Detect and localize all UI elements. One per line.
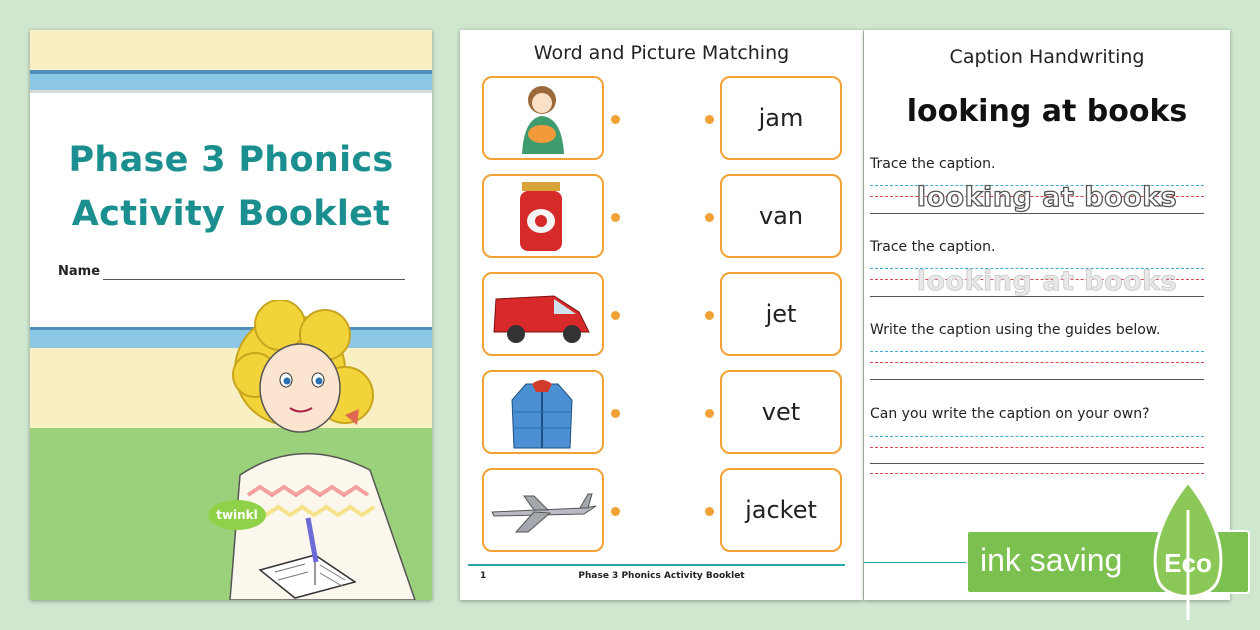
jacket-icon	[484, 372, 602, 452]
guide-line-red	[870, 447, 1204, 448]
footer-line	[864, 562, 974, 563]
match-dot-right-4[interactable]	[705, 409, 714, 418]
instruction-trace-2: Trace the caption.	[870, 239, 996, 255]
picture-box-van[interactable]	[482, 272, 604, 356]
vet-picture-icon	[484, 78, 602, 158]
caption-text: looking at books	[906, 94, 1188, 129]
girl-face-icon	[260, 344, 340, 432]
match-dot-right-1[interactable]	[705, 115, 714, 124]
picture-box-vet[interactable]	[482, 76, 604, 160]
word-box-vet[interactable]: vet	[720, 370, 842, 454]
eco-label: Eco	[1164, 548, 1212, 578]
word-box-jet[interactable]: jet	[720, 272, 842, 356]
cover-top-stripe	[30, 70, 432, 90]
picture-box-jam[interactable]	[482, 174, 604, 258]
trace-caption-2[interactable]: looking at books	[916, 266, 1178, 297]
cover-top-wall	[30, 30, 432, 70]
baseline	[870, 463, 1204, 464]
guide-line-red	[870, 473, 1204, 474]
matching-heading: Word and Picture Matching	[533, 42, 790, 64]
instruction-guided: Write the caption using the guides below.	[870, 322, 1161, 338]
footer-title: Phase 3 Phonics Activity Booklet	[578, 571, 745, 581]
word-box-van[interactable]: van	[720, 174, 842, 258]
match-dot-left-3[interactable]	[611, 311, 620, 320]
red-van-icon	[484, 274, 602, 354]
match-dot-right-5[interactable]	[705, 507, 714, 516]
picture-box-jet[interactable]	[482, 468, 604, 552]
eco-leaf-icon	[1148, 480, 1228, 620]
name-line	[103, 279, 405, 280]
page-number: 1	[480, 571, 487, 581]
match-dot-left-4[interactable]	[611, 409, 620, 418]
trace-caption-1[interactable]: looking at books	[916, 182, 1178, 213]
match-dot-right-3[interactable]	[705, 311, 714, 320]
word-box-jam[interactable]: jam	[720, 76, 842, 160]
word-box-jacket[interactable]: jacket	[720, 468, 842, 552]
guide-line-red	[870, 362, 1204, 363]
guide-line-blue	[870, 351, 1204, 352]
instruction-trace-1: Trace the caption.	[870, 156, 996, 172]
match-dot-left-1[interactable]	[611, 115, 620, 124]
cover-title	[30, 133, 432, 241]
name-label: Name	[58, 264, 101, 279]
twinkl-logo: twinkl	[208, 500, 266, 530]
match-dot-right-2[interactable]	[705, 213, 714, 222]
cover-title-line2: Activity Booklet	[71, 194, 391, 234]
footer-line	[468, 564, 845, 566]
booklet-cover	[30, 30, 432, 600]
cover-title-line1: Phase 3 Phonics	[68, 140, 394, 180]
picture-box-jacket[interactable]	[482, 370, 604, 454]
baseline	[870, 213, 1204, 214]
match-dot-left-5[interactable]	[611, 507, 620, 516]
instruction-own: Can you write the caption on your own?	[870, 406, 1150, 422]
jam-jar-icon	[484, 176, 602, 256]
baseline	[870, 379, 1204, 380]
match-dot-left-2[interactable]	[611, 213, 620, 222]
handwriting-heading: Caption Handwriting	[949, 46, 1145, 68]
jet-plane-icon	[484, 470, 602, 550]
matching-page	[460, 30, 863, 600]
girl-writing-illustration	[220, 300, 432, 600]
guide-line-blue	[870, 436, 1204, 437]
ink-saving-label: ink saving	[980, 542, 1123, 578]
